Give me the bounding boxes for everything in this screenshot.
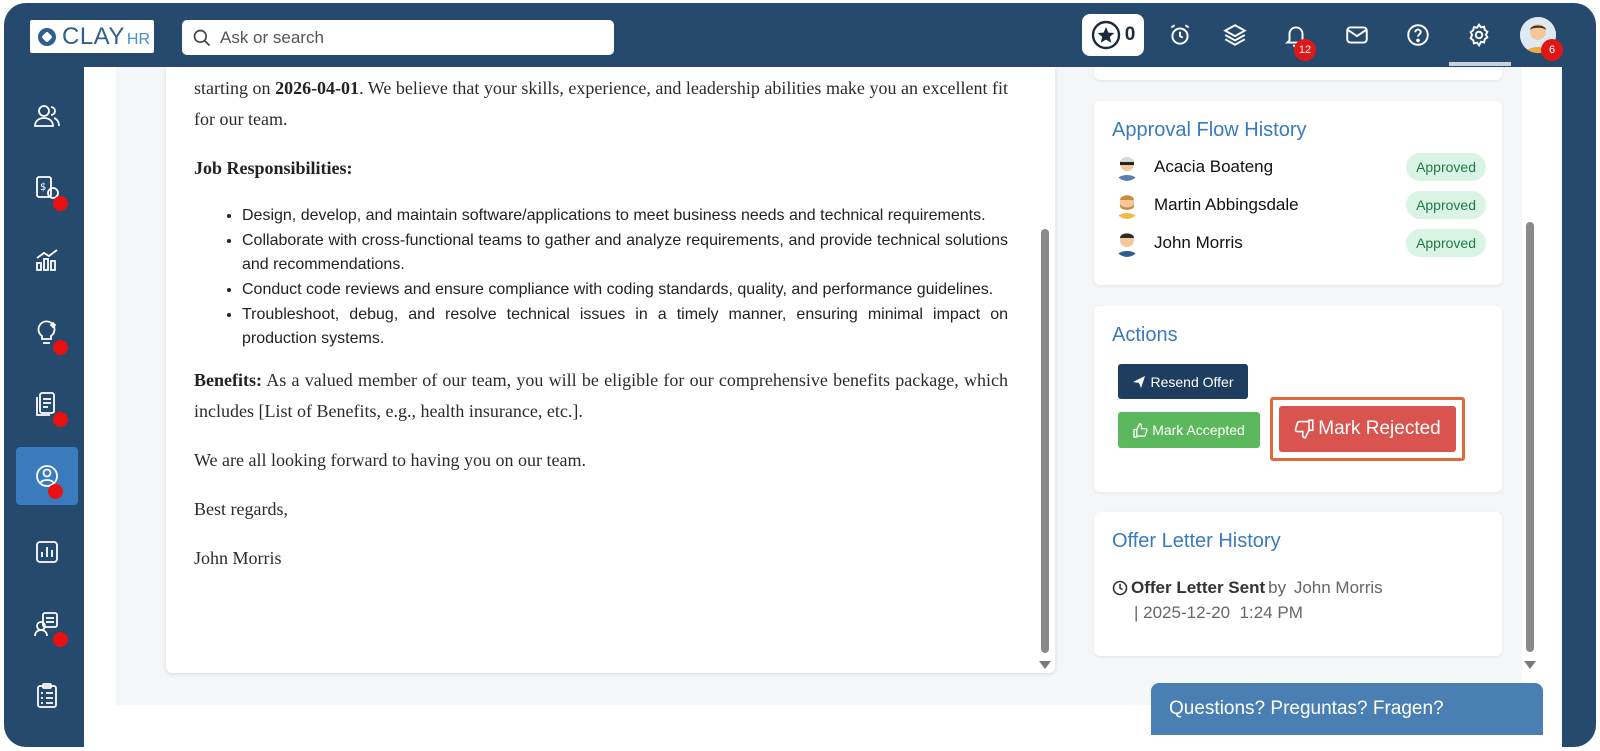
actions-card — [1094, 306, 1502, 492]
sidebar-item-people[interactable] — [16, 87, 78, 145]
thumbs-up-icon — [1133, 423, 1148, 438]
star-icon — [1091, 20, 1121, 50]
analytics-icon — [32, 245, 62, 275]
search-input[interactable] — [220, 28, 600, 48]
notification-dot — [53, 632, 68, 647]
active-tab-indicator — [1449, 62, 1511, 66]
approver-avatar-icon — [1114, 153, 1140, 181]
sidebar-item-reports[interactable] — [16, 523, 78, 581]
bar-chart-icon — [32, 537, 62, 567]
history-by-prefix: by — [1268, 578, 1291, 597]
closing-line: We are all looking forward to having you on our team. — [194, 450, 586, 470]
history-event — [1112, 578, 1383, 598]
settings-button[interactable] — [1465, 21, 1493, 49]
responsibilities-heading-text: Job Responsibilities: — [194, 158, 353, 178]
benefits-label: Benefits: — [194, 370, 262, 390]
offer-letter-panel — [166, 67, 1055, 673]
gear-icon — [1466, 22, 1492, 48]
approver-row — [1114, 189, 1486, 221]
alarm-clock-icon — [1167, 22, 1193, 48]
sidebar-item-ideas[interactable] — [16, 303, 78, 361]
summary-card — [1094, 67, 1502, 80]
mark-accepted-label: Mark Accepted — [1152, 422, 1245, 438]
history-timestamp: | 2025-12-20 1:24 PM — [1134, 603, 1303, 622]
points-count: 0 — [1124, 24, 1136, 45]
status-badge: Approved — [1406, 229, 1486, 257]
content-area — [116, 67, 1522, 705]
main-content — [84, 67, 1562, 747]
clipboard-checklist-icon — [32, 681, 62, 711]
approver-name: Acacia Boateng — [1154, 157, 1274, 176]
mark-accepted-button[interactable] — [1118, 412, 1260, 448]
notification-dot — [53, 340, 68, 355]
offer-history-title: Offer Letter History — [1112, 530, 1281, 552]
mark-rejected-button[interactable] — [1279, 406, 1456, 452]
list-item: • Collaborate with cross-functional teams to gather and analyze requirements, and provide technical solutions and recommendations. — [242, 229, 1008, 277]
letter-scrollbar[interactable] — [1041, 229, 1049, 653]
offer-letter-body — [194, 73, 1008, 592]
notification-count-badge: 12 — [1294, 39, 1316, 61]
benefits-text: As a valued member of our team, you will be eligible for our comprehensive benefits package, which includes [List of Benefits, e.g., health insurance, etc.]. — [194, 370, 1008, 421]
approver-row — [1114, 227, 1486, 259]
responsibilities-list — [194, 204, 1008, 351]
history-actor: John Morris — [1293, 578, 1383, 597]
notification-dot — [53, 196, 68, 211]
sidebar-item-payroll[interactable] — [16, 159, 78, 217]
intro-prefix: starting on — [194, 78, 276, 98]
mark-rejected-label: Mark Rejected — [1318, 418, 1441, 439]
approval-flow-title: Approval Flow History — [1112, 119, 1307, 141]
clock-icon — [1112, 580, 1128, 596]
svg-text:$: $ — [40, 182, 47, 193]
resend-offer-label: Resend Offer — [1150, 373, 1234, 390]
scroll-down-arrow-icon[interactable] — [1524, 661, 1536, 669]
actions-title: Actions — [1112, 324, 1178, 346]
help-circle-icon — [1405, 22, 1431, 48]
top-bar — [4, 3, 1596, 67]
layers-icon — [1222, 22, 1248, 48]
approver-name: Martin Abbingsdale — [1154, 195, 1299, 214]
search-icon — [192, 28, 212, 48]
alarm-button[interactable] — [1166, 21, 1194, 49]
sidebar-item-analytics[interactable] — [16, 231, 78, 289]
people-icon — [32, 101, 62, 131]
sidebar-item-checklist[interactable] — [16, 667, 78, 725]
notifications-button[interactable] — [1282, 21, 1312, 56]
offer-history-card — [1094, 512, 1502, 656]
approver-row — [1114, 151, 1486, 183]
sidebar — [4, 67, 84, 747]
list-item: • Design, develop, and maintain software/applications to meet business needs and technical requirements. — [242, 204, 1008, 228]
thumbs-down-icon — [1294, 419, 1314, 439]
status-badge: Approved — [1406, 153, 1486, 181]
profile-count-badge: 6 — [1541, 39, 1563, 61]
resend-offer-button[interactable] — [1118, 364, 1248, 399]
responsibilities-heading — [194, 153, 1008, 184]
intro-paragraph — [194, 73, 1008, 135]
list-item: • Troubleshoot, debug, and resolve technical issues in a timely manner, ensuring minimal impact on production systems. — [242, 303, 1008, 351]
intro-suffix: . We believe that your skills, experience, and leadership abilities make you an excellent fit for our team. — [194, 78, 1008, 129]
signoff-line: Best regards, — [194, 499, 288, 519]
benefits-paragraph — [194, 365, 1008, 427]
messages-button[interactable] — [1343, 21, 1371, 49]
approver-avatar-icon — [1114, 229, 1140, 257]
help-button[interactable] — [1404, 21, 1432, 49]
notification-dot — [53, 412, 68, 427]
sidebar-scrollbar[interactable] — [1526, 222, 1534, 652]
sidebar-item-documents[interactable] — [16, 375, 78, 433]
approver-avatar-icon — [1114, 191, 1140, 219]
clayhr-logo[interactable] — [30, 20, 154, 53]
send-icon — [1132, 375, 1146, 389]
sidebar-item-recruitment[interactable] — [16, 447, 78, 505]
approval-flow-card — [1094, 101, 1502, 285]
points-button[interactable] — [1082, 14, 1144, 56]
sidebar-item-helpdesk[interactable] — [16, 595, 78, 653]
list-item: • Conduct code reviews and ensure compliance with coding standards, quality, and performance guidelines. — [242, 278, 1008, 302]
start-date: 2026-04-01 — [275, 78, 360, 98]
scroll-down-arrow-icon[interactable] — [1039, 661, 1051, 669]
search-bar[interactable] — [182, 20, 614, 55]
logo-mark-icon — [38, 28, 56, 46]
status-badge: Approved — [1406, 191, 1486, 219]
mail-icon — [1344, 22, 1370, 48]
history-event-name: Offer Letter Sent — [1131, 578, 1266, 597]
help-chat-widget[interactable] — [1151, 683, 1543, 735]
logo-suffix: HR — [126, 30, 151, 48]
help-chat-label: Questions? Preguntas? Fragen? — [1169, 698, 1444, 719]
notification-dot — [48, 484, 63, 499]
signature-line: John Morris — [194, 548, 282, 568]
approver-name: John Morris — [1154, 233, 1243, 252]
logo-text: CLAY — [62, 22, 125, 50]
layers-button[interactable] — [1221, 21, 1249, 49]
app-frame — [4, 3, 1596, 747]
